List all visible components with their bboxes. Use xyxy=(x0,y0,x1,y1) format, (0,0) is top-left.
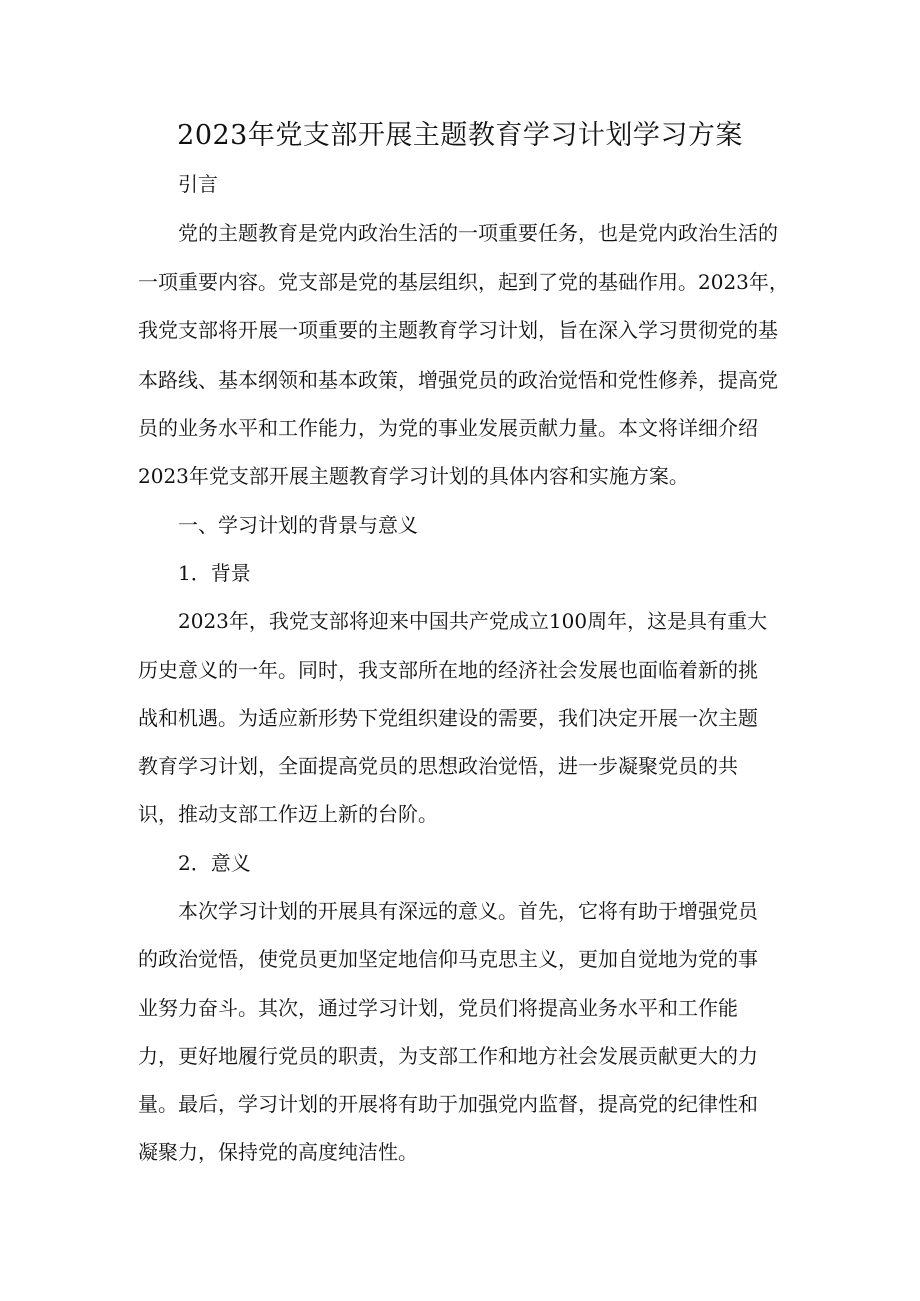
significance-line: 业努力奋斗。其次，通过学习计划，党员们将提高业务水平和工作能 xyxy=(138,996,738,1020)
significance-line: 量。最后，学习计划的开展将有助于加强党内监督，提高党的纪律性和 xyxy=(138,1092,758,1116)
intro-line: 本路线、基本纲领和基本政策，增强党员的政治觉悟和党性修养，提高党 xyxy=(138,368,778,392)
intro-line: 我党支部将开展一项重要的主题教育学习计划，旨在深入学习贯彻党的基 xyxy=(138,318,778,342)
significance-line: 力，更好地履行党员的职责，为支部工作和地方社会发展贡献更大的力 xyxy=(138,1044,758,1068)
significance-line: 的政治觉悟，使党员更加坚定地信仰马克思主义，更加自觉地为党的事 xyxy=(138,947,758,971)
background-line: 教育学习计划，全面提高党员的思想政治觉悟，进一步凝聚党员的共 xyxy=(138,754,738,778)
intro-line: 党的主题教育是党内政治生活的一项重要任务，也是党内政治生活的 xyxy=(178,221,778,245)
intro-line: 一项重要内容。党支部是党的基层组织，起到了党的基础作用。2023年， xyxy=(138,270,789,294)
intro-line: 员的业务水平和工作能力，为党的事业发展贡献力量。本文将详细介绍 xyxy=(138,416,758,440)
subsection-heading: 1．背景 xyxy=(178,561,251,585)
background-line: 2023年，我党支部将迎来中国共产党成立100周年，这是具有重大 xyxy=(178,609,768,633)
document-title: 2023年党支部开展主题教育学习计划学习方案 xyxy=(177,120,743,151)
subsection-heading: 2．意义 xyxy=(178,851,251,875)
background-line: 识，推动支部工作迈上新的台阶。 xyxy=(138,802,438,826)
significance-line: 凝聚力，保持党的高度纯洁性。 xyxy=(138,1140,418,1164)
background-line: 战和机遇。为适应新形势下党组织建设的需要，我们决定开展一次主题 xyxy=(138,706,758,730)
intro-heading: 引言 xyxy=(178,172,218,196)
significance-line: 本次学习计划的开展具有深远的意义。首先，它将有助于增强党员 xyxy=(178,899,758,923)
intro-line: 2023年党支部开展主题教育学习计划的具体内容和实施方案。 xyxy=(138,464,689,488)
section-heading: 一、学习计划的背景与意义 xyxy=(178,513,418,537)
background-line: 历史意义的一年。同时，我支部所在地的经济社会发展也面临着新的挑 xyxy=(138,658,758,682)
